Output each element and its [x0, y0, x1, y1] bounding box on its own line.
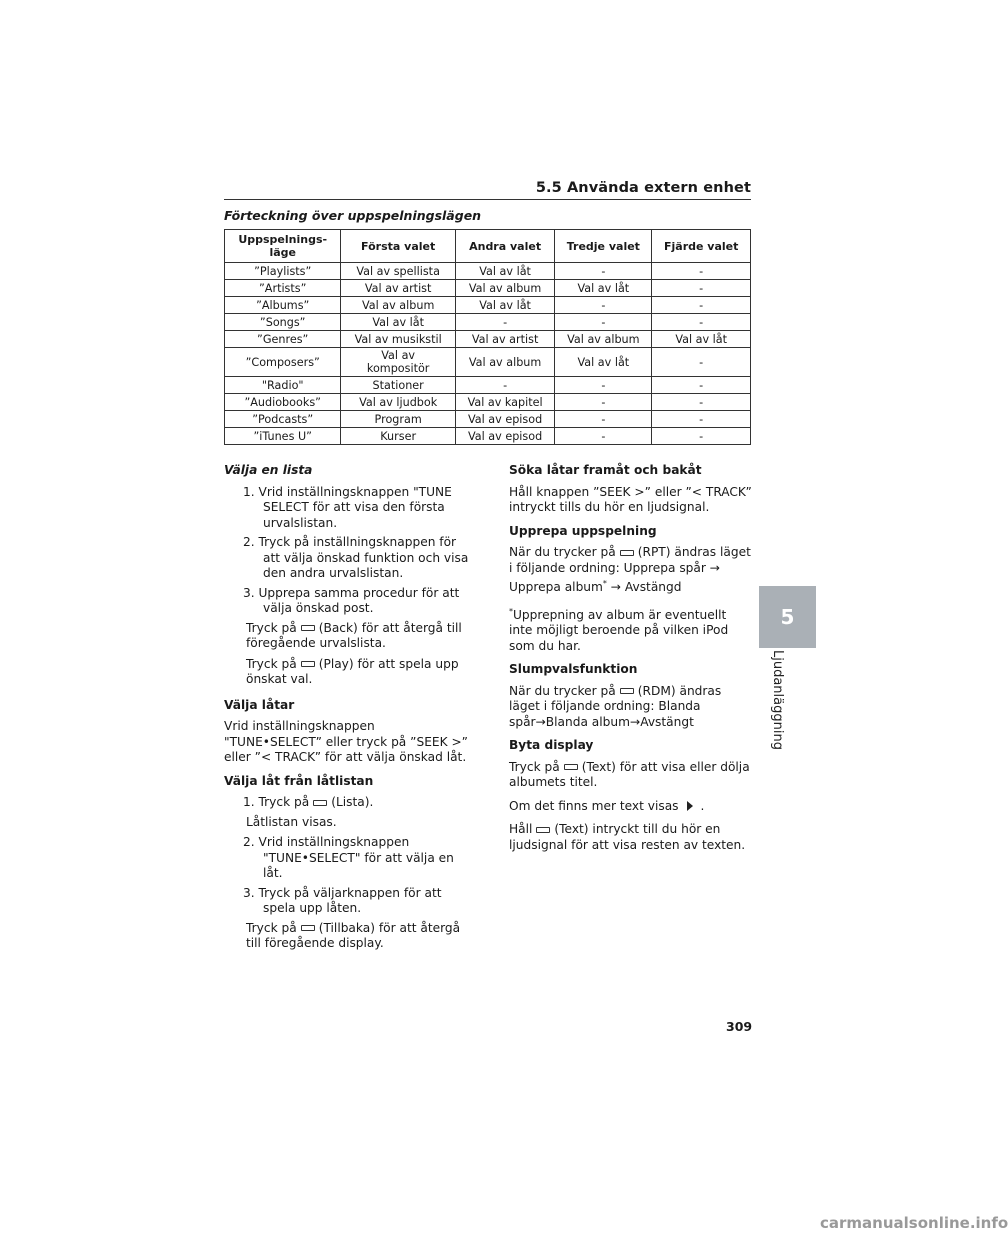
- table-row: [225, 428, 751, 445]
- paragraph-text-toggle: Tryck på (Text) för att visa eller dölja albumets titel.: [509, 759, 750, 790]
- table-cell: Val av låt: [341, 314, 455, 331]
- table-cell: -: [652, 428, 751, 445]
- table-cell: -: [652, 263, 751, 280]
- chapter-label: Ljudanläggning: [770, 650, 785, 750]
- return-instruction: Tryck på (Tillbaka) för att återgå till föregående display.: [246, 920, 461, 950]
- chapter-tab: 5: [759, 586, 816, 648]
- table-cell: Val av episod: [455, 428, 554, 445]
- heading-valja-latar: Välja låtar: [224, 697, 295, 712]
- more-text-arrow-icon: [687, 801, 693, 811]
- return-button-icon: [301, 925, 315, 931]
- table-cell: -: [652, 280, 751, 297]
- step-2: 2. Tryck på inställningsknappen för att välja önskad funktion och visa den andra urvalslistan.: [243, 535, 469, 580]
- back-instruction: Tryck på (Back) för att återgå till föregående urvalslista.: [246, 620, 462, 650]
- table-cell: -: [652, 377, 751, 394]
- table-row: [225, 263, 751, 280]
- table-row: [225, 280, 751, 297]
- table-cell: Val av kapitel: [455, 394, 554, 411]
- table-cell: Val av låt: [555, 348, 652, 377]
- table-header-cell: Första valet: [341, 230, 455, 263]
- table-cell: ”Playlists”: [225, 263, 341, 280]
- table-cell: -: [652, 411, 751, 428]
- list-step-2: 2. Vrid inställningsknappen "TUNE•SELECT" för att välja en låt.: [243, 835, 454, 880]
- table-cell: Val av kompositör: [341, 348, 455, 377]
- table-cell: Val av spellista: [341, 263, 455, 280]
- section-title: Förteckning över uppspelningslägen: [224, 208, 482, 223]
- header-title: 5.5 Använda extern enhet: [535, 180, 751, 196]
- list-shown-text: Låtlistan visas.: [246, 814, 337, 829]
- watermark: carmanualsonline.info: [820, 1214, 1008, 1232]
- table-cell: -: [652, 314, 751, 331]
- paragraph-slumpval: När du trycker på (RDM) ändras läget i följande ordning: Blanda spår→Blanda album→Avstängt: [509, 683, 722, 729]
- footnote-upprepning: *Upprepning av album är eventuellt inte möjligt beroende på vilken iPod som du har.: [509, 606, 729, 653]
- hold-text-button-icon: [536, 827, 550, 833]
- heading-latlistan: Välja låt från låtlistan: [224, 773, 374, 788]
- table-cell: ”Genres”: [225, 331, 341, 348]
- table-cell: ”iTunes U”: [225, 428, 341, 445]
- table-cell: -: [652, 297, 751, 314]
- table-cell: -: [555, 411, 652, 428]
- table-header-cell: Tredje valet: [555, 230, 652, 263]
- table-cell: Val av album: [455, 348, 554, 377]
- table-cell: -: [652, 394, 751, 411]
- table-cell: ”Composers”: [225, 348, 341, 377]
- table-row: [225, 348, 751, 377]
- table-cell: -: [652, 348, 751, 377]
- heading-valja-lista: Välja en lista: [224, 463, 313, 477]
- table-header-cell: Andra valet: [455, 230, 554, 263]
- back-button-icon: [301, 625, 315, 631]
- table-cell: "Radio": [225, 377, 341, 394]
- step-1: 1. Vrid inställningsknappen "TUNE SELECT för att visa den första urvalslistan.: [243, 484, 452, 530]
- left-column: [224, 463, 474, 957]
- paragraph-hold-text: Håll (Text) intryckt till du hör en ljudsignal för att visa resten av texten.: [509, 822, 746, 852]
- table-cell: Val av artist: [341, 280, 455, 297]
- table-cell: ”Audiobooks”: [225, 394, 341, 411]
- table-cell: -: [555, 394, 652, 411]
- table-header-cell: Fjärde valet: [652, 230, 751, 263]
- playback-modes-table: [224, 229, 751, 445]
- table-cell: -: [455, 377, 554, 394]
- list-button-icon: [313, 800, 327, 806]
- table-cell: Val av artist: [455, 331, 554, 348]
- table-cell: Val av låt: [652, 331, 751, 348]
- table-cell: ”Songs”: [225, 314, 341, 331]
- table-row: [225, 314, 751, 331]
- table-cell: Val av låt: [455, 297, 554, 314]
- table-cell: -: [555, 297, 652, 314]
- table-cell: -: [555, 377, 652, 394]
- step-3: 3. Upprepa samma procedur för att välja önskad post.: [243, 585, 460, 615]
- heading-soka: Söka låtar framåt och bakåt: [509, 463, 702, 477]
- table-cell: -: [555, 263, 652, 280]
- table-cell: Val av album: [341, 297, 455, 314]
- rpt-button-icon: [620, 550, 634, 556]
- table-cell: Kurser: [341, 428, 455, 445]
- play-instruction: Tryck på (Play) för att spela upp önskat val.: [246, 656, 459, 686]
- table-body: [225, 263, 751, 445]
- table-row: [225, 377, 751, 394]
- table-row: [225, 394, 751, 411]
- table-row: [225, 331, 751, 348]
- paragraph-more-text: Om det finns mer text visas .: [509, 798, 705, 813]
- table-cell: ”Podcasts”: [225, 411, 341, 428]
- table-cell: Val av album: [455, 280, 554, 297]
- right-column: [509, 463, 753, 861]
- play-button-icon: [301, 661, 315, 667]
- list-step-3: 3. Tryck på väljarknappen för att spela upp låten.: [243, 885, 442, 915]
- heading-upprepa: Upprepa uppspelning: [509, 523, 657, 538]
- page-header: [224, 177, 751, 200]
- table-cell: ”Artists”: [225, 280, 341, 297]
- table-cell: -: [455, 314, 554, 331]
- table-cell: Val av musikstil: [341, 331, 455, 348]
- paragraph-valja-latar: Vrid inställningsknappen "TUNE•SELECT” eller tryck på ”SEEK >” eller ”< TRACK” för att välja önskad låt.: [224, 719, 468, 764]
- table-cell: Stationer: [341, 377, 455, 394]
- table-header-row: [225, 230, 751, 263]
- table-cell: ”Albums”: [225, 297, 341, 314]
- page-number: 309: [726, 1019, 753, 1034]
- table-cell: -: [555, 428, 652, 445]
- table-row: [225, 297, 751, 314]
- table-cell: -: [555, 314, 652, 331]
- heading-byta-display: Byta display: [509, 738, 594, 753]
- table-cell: Program: [341, 411, 455, 428]
- rdm-button-icon: [620, 688, 634, 694]
- table-cell: Val av ljudbok: [341, 394, 455, 411]
- table-cell: Val av låt: [555, 280, 652, 297]
- paragraph-soka: Håll knappen ”SEEK >” eller ”< TRACK” intryckt tills du hör en ljudsignal.: [509, 484, 752, 514]
- table-cell: Val av album: [555, 331, 652, 348]
- heading-slumpval: Slumpvalsfunktion: [509, 662, 638, 677]
- table-cell: Val av episod: [455, 411, 554, 428]
- text-button-icon: [564, 764, 578, 770]
- table-cell: Val av låt: [455, 263, 554, 280]
- list-step-1: 1. Tryck på (Lista).: [243, 795, 374, 809]
- table-row: [225, 411, 751, 428]
- paragraph-upprepa: När du trycker på (RPT) ändras läget i följande ordning: Upprepa spår → Upprepa album* → Avstängd: [509, 545, 751, 595]
- table-header-cell: Uppspelnings- läge: [225, 230, 341, 263]
